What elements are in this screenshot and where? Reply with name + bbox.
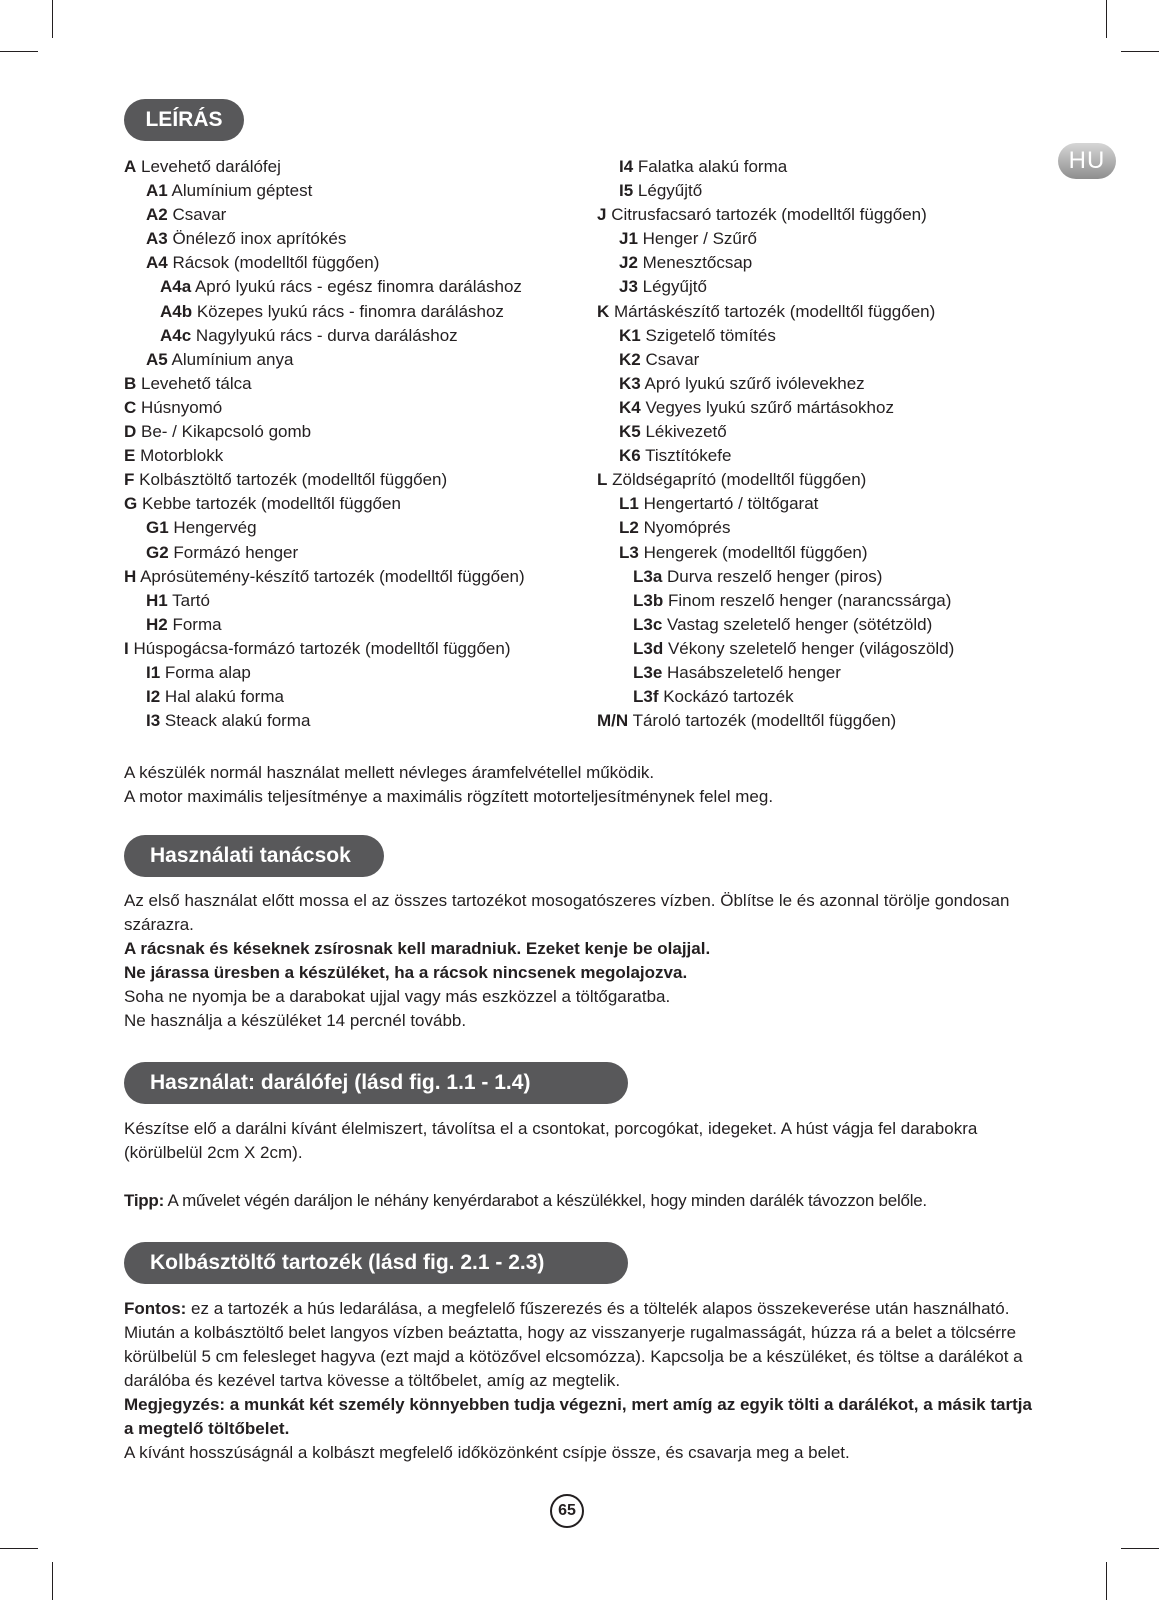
part-label: Mártáskészítő tartozék (modelltől függően) — [609, 301, 936, 321]
parts-list-item — [597, 541, 954, 565]
part-code: L2 — [619, 518, 639, 538]
parts-list-item — [124, 420, 525, 444]
crop-mark — [1121, 51, 1159, 52]
parts-list-item — [124, 541, 525, 565]
parts-list-item — [124, 155, 525, 179]
part-code: A4b — [160, 301, 193, 321]
parts-list-item — [124, 251, 525, 275]
tanacsok-first-use: Az első használat előtt mossa el az összes tartozékot mosogatószeres vízben. Öblítse le és azonnal törölje gondosan szárazra. — [124, 891, 1010, 934]
tanacsok-bold-grease: A rácsnak és késeknek zsírosnak kell maradniuk. Ezeket kenje be olajjal. — [124, 939, 711, 958]
part-label: Húsnyomó — [136, 397, 223, 417]
part-code: F — [124, 470, 135, 490]
parts-list-item — [597, 613, 954, 637]
parts-list-item — [124, 324, 525, 348]
parts-list-item — [597, 275, 954, 299]
part-code: A — [124, 157, 137, 176]
part-label: Menesztőcsap — [637, 253, 753, 273]
part-label: Légyűjtő — [637, 277, 707, 297]
parts-list-item — [124, 661, 525, 685]
parts-list-item — [597, 251, 954, 275]
part-code: J1 — [619, 229, 638, 249]
tanacsok-time-limit: Ne használja a készüléket 14 percnél tovább. — [124, 1011, 467, 1030]
part-label: Motorblokk — [135, 446, 224, 466]
section-heading-kolbasz: Kolbásztöltő tartozék (lásd fig. 2.1 - 2.3) — [124, 1242, 628, 1284]
part-label: Vastag szeletelő henger (sötétzöld) — [662, 614, 933, 634]
parts-list-item — [597, 155, 954, 179]
tip-label: Tipp: — [124, 1191, 164, 1210]
part-label: Tartó — [167, 590, 210, 610]
part-label: Rácsok (modelltől függően) — [167, 253, 380, 273]
part-code: J3 — [619, 277, 638, 297]
part-code: G — [124, 494, 138, 514]
parts-list-item — [124, 179, 525, 203]
part-code: B — [124, 373, 137, 393]
crop-mark — [0, 51, 38, 52]
parts-list-item — [597, 348, 954, 372]
part-label: Formázó henger — [168, 542, 299, 562]
part-code: I — [124, 638, 129, 658]
important-text: ez a tartozék a hús ledarálása, a megfelelő fűszerezés és a töltelék alapos összekeverése után használható. — [186, 1299, 1010, 1318]
part-code: K2 — [619, 349, 641, 369]
tanacsok-no-fingers: Soha ne nyomja be a darabokat ujjal vagy más eszközzel a töltőgaratba. — [124, 987, 671, 1006]
part-label: Forma alap — [160, 662, 251, 682]
part-label: Csavar — [167, 205, 227, 225]
part-code: K4 — [619, 397, 641, 417]
parts-list-item — [124, 444, 525, 468]
kolbasz-twist: A kívánt hosszúságnál a kolbászt megfelelő időközönként csípje össze, és csavarja meg a belet. — [124, 1443, 850, 1462]
part-label: Apró lyukú szűrő ivólevekhez — [640, 373, 865, 393]
parts-list-item — [124, 516, 525, 540]
parts-list-item — [124, 613, 525, 637]
parts-list-item — [124, 709, 525, 733]
part-code: M/N — [597, 711, 629, 731]
part-label: Levehető darálófej — [136, 157, 281, 176]
daralofej-tip — [124, 1189, 1044, 1213]
part-code: L — [597, 470, 608, 490]
parts-list-item — [597, 324, 954, 348]
part-label: Levehető tálca — [136, 373, 252, 393]
section-heading-leiras: LEÍRÁS — [124, 99, 244, 141]
part-label: Légyűjtő — [633, 181, 703, 201]
parts-list-left — [124, 155, 525, 733]
part-code: I5 — [619, 181, 634, 201]
part-label: Szigetelő tömítés — [640, 325, 776, 345]
section-heading-tanacsok: Használati tanácsok — [124, 835, 384, 877]
parts-list-item — [597, 300, 954, 324]
kolbasz-note: Megjegyzés: a munkát két személy könnyebben tudja végezni, mert amíg az egyik tölti a darálékot, a másik tartja a megtelő töltőbelet. — [124, 1395, 1032, 1438]
part-code: L3f — [633, 687, 659, 707]
daralofej-body — [124, 1117, 1044, 1213]
part-label: Lékivezető — [640, 422, 727, 442]
part-code: L3 — [619, 542, 639, 562]
part-code: L3e — [633, 662, 663, 682]
part-code: C — [124, 397, 137, 417]
parts-list-item — [124, 203, 525, 227]
part-code: I4 — [619, 157, 634, 176]
part-code: K3 — [619, 373, 641, 393]
kolbasz-instructions: Miután a kolbásztöltő belet langyos vízben beáztatta, hogy az visszanyerje rugalmasságát, húzza rá a belet a tölcsérre körülbelül 5 cm felesleget hagyva (ezt majd a kötözővel elcsomózza). Kapcsolja be a készüléket, és töltse a darálékot a darálóba és kezével tartva kövesse a töltőbelet, amíg az megtelik. — [124, 1323, 1023, 1390]
part-label: Húspogácsa-formázó tartozék (modelltől függően) — [128, 638, 511, 658]
tanacsok-bold-no-idle: Ne járassa üresben a készüléket, ha a rácsok nincsenek megolajozva. — [124, 963, 688, 982]
part-label: Hengertartó / töltőgarat — [638, 494, 819, 514]
parts-list-item — [124, 492, 525, 516]
parts-list-item — [124, 396, 525, 420]
part-code: E — [124, 446, 136, 466]
parts-list-item — [597, 589, 954, 613]
part-code: H — [124, 566, 137, 586]
part-label: Tisztítókefe — [640, 446, 732, 466]
parts-list-item — [597, 685, 954, 709]
part-label: Kebbe tartozék (modelltől függően — [137, 494, 401, 514]
parts-list-right — [597, 155, 954, 733]
part-label: Nyomóprés — [638, 518, 731, 538]
part-label: Kolbásztöltő tartozék (modelltől függően) — [134, 470, 448, 490]
part-code: A2 — [146, 205, 168, 225]
part-label: Steack alakú forma — [160, 711, 311, 731]
part-label: Aprósütemény-készítő tartozék (modelltől függően) — [136, 566, 525, 586]
parts-list-item — [597, 516, 954, 540]
parts-list-item — [597, 372, 954, 396]
part-code: I3 — [146, 711, 161, 731]
parts-list-item — [597, 565, 954, 589]
important-label: Fontos: — [124, 1299, 187, 1318]
language-badge: HU — [1058, 143, 1116, 179]
crop-mark — [0, 1548, 38, 1549]
part-code: I2 — [146, 687, 161, 707]
parts-list-item — [124, 637, 525, 661]
kolbasz-body — [124, 1297, 1044, 1465]
tanacsok-body — [124, 889, 1044, 1033]
page-number: 65 — [550, 1494, 584, 1528]
part-code: H1 — [146, 590, 168, 610]
kolbasz-important — [124, 1297, 1044, 1321]
part-code: L3c — [633, 614, 663, 634]
part-label: Hengerek (modelltől függően) — [638, 542, 868, 562]
part-code: G2 — [146, 542, 169, 562]
part-code: L3b — [633, 590, 664, 610]
parts-list-item — [124, 685, 525, 709]
note-current: A készülék normál használat mellett névleges áramfelvétellel működik. — [124, 763, 655, 782]
parts-list-item — [597, 661, 954, 685]
part-code: J — [597, 205, 607, 225]
parts-list-item — [597, 492, 954, 516]
part-label: Zöldségaprító (modelltől függően) — [607, 470, 867, 490]
parts-list-item — [124, 589, 525, 613]
part-label: Citrusfacsaró tartozék (modelltől függően) — [606, 205, 927, 225]
part-code: L3a — [633, 566, 663, 586]
part-code: A3 — [146, 229, 168, 249]
part-label: Nagylyukú rács - durva daráláshoz — [191, 325, 458, 345]
part-label: Hasábszeletelő henger — [662, 662, 841, 682]
parts-list-item — [124, 275, 525, 299]
part-label: Finom reszelő henger (narancssárga) — [663, 590, 952, 610]
part-code: I1 — [146, 662, 161, 682]
parts-list-item — [124, 372, 525, 396]
crop-mark — [52, 1562, 53, 1600]
part-code: A1 — [146, 181, 168, 201]
part-label: Falatka alakú forma — [633, 157, 788, 176]
part-label: Hal alakú forma — [160, 687, 284, 707]
part-label: Csavar — [640, 349, 700, 369]
part-code: A5 — [146, 349, 168, 369]
part-label: Kockázó tartozék — [658, 687, 794, 707]
part-code: H2 — [146, 614, 168, 634]
part-label: Önélező inox aprítókés — [167, 229, 347, 249]
part-label: Vegyes lyukú szűrő mártásokhoz — [640, 397, 894, 417]
parts-list-item — [597, 637, 954, 661]
part-label: Vékony szeletelő henger (világoszöld) — [663, 638, 955, 658]
crop-mark — [52, 0, 53, 38]
crop-mark — [1106, 0, 1107, 38]
note-motor-power: A motor maximális teljesítménye a maximális rögzített motorteljesítménynek felel meg. — [124, 787, 774, 806]
parts-list-item — [597, 179, 954, 203]
part-label: Apró lyukú rács - egész finomra daráláshoz — [191, 277, 522, 297]
part-code: L1 — [619, 494, 639, 514]
parts-list-item — [124, 300, 525, 324]
daralofej-prep: Készítse elő a darálni kívánt élelmiszert, távolítsa el a csontokat, porcogókat, idegeket. A húst vágja fel darabokra (körülbelül 2cm X 2cm). — [124, 1119, 978, 1162]
part-code: K6 — [619, 446, 641, 466]
part-code: G1 — [146, 518, 169, 538]
part-code: K1 — [619, 325, 641, 345]
part-code: A4a — [160, 277, 192, 297]
parts-list-item — [597, 444, 954, 468]
part-label: Durva reszelő henger (piros) — [662, 566, 883, 586]
parts-list-item — [597, 227, 954, 251]
crop-mark — [1106, 1562, 1107, 1600]
part-code: J2 — [619, 253, 638, 273]
part-label: Henger / Szűrő — [637, 229, 757, 249]
tip-text: A művelet végén daráljon le néhány kenyérdarabot a készülékkel, hogy minden darálék távozzon belőle. — [163, 1191, 927, 1210]
parts-list-item — [124, 565, 525, 589]
part-label: Be- / Kikapcsoló gomb — [136, 422, 312, 442]
parts-list-item — [597, 420, 954, 444]
part-label: Tároló tartozék (modelltől függően) — [628, 711, 897, 731]
part-code: L3d — [633, 638, 664, 658]
part-code: K5 — [619, 422, 641, 442]
part-code: A4c — [160, 325, 192, 345]
parts-list-item — [124, 468, 525, 492]
part-label: Forma — [167, 614, 222, 634]
description-notes — [124, 761, 1044, 809]
part-label: Hengervég — [168, 518, 257, 538]
part-code: A4 — [146, 253, 168, 273]
part-label: Közepes lyukú rács - finomra daráláshoz — [192, 301, 504, 321]
crop-mark — [1121, 1548, 1159, 1549]
section-heading-daralofej: Használat: darálófej (lásd fig. 1.1 - 1.4) — [124, 1062, 628, 1104]
parts-list-item — [597, 203, 954, 227]
part-code: D — [124, 422, 137, 442]
parts-list-item — [597, 468, 954, 492]
part-label: Alumínium anya — [167, 349, 294, 369]
parts-list-item — [597, 396, 954, 420]
part-label: Alumínium géptest — [167, 181, 313, 201]
parts-list-item — [124, 348, 525, 372]
part-code: K — [597, 301, 610, 321]
parts-list-item — [124, 227, 525, 251]
parts-list-item — [597, 709, 954, 733]
